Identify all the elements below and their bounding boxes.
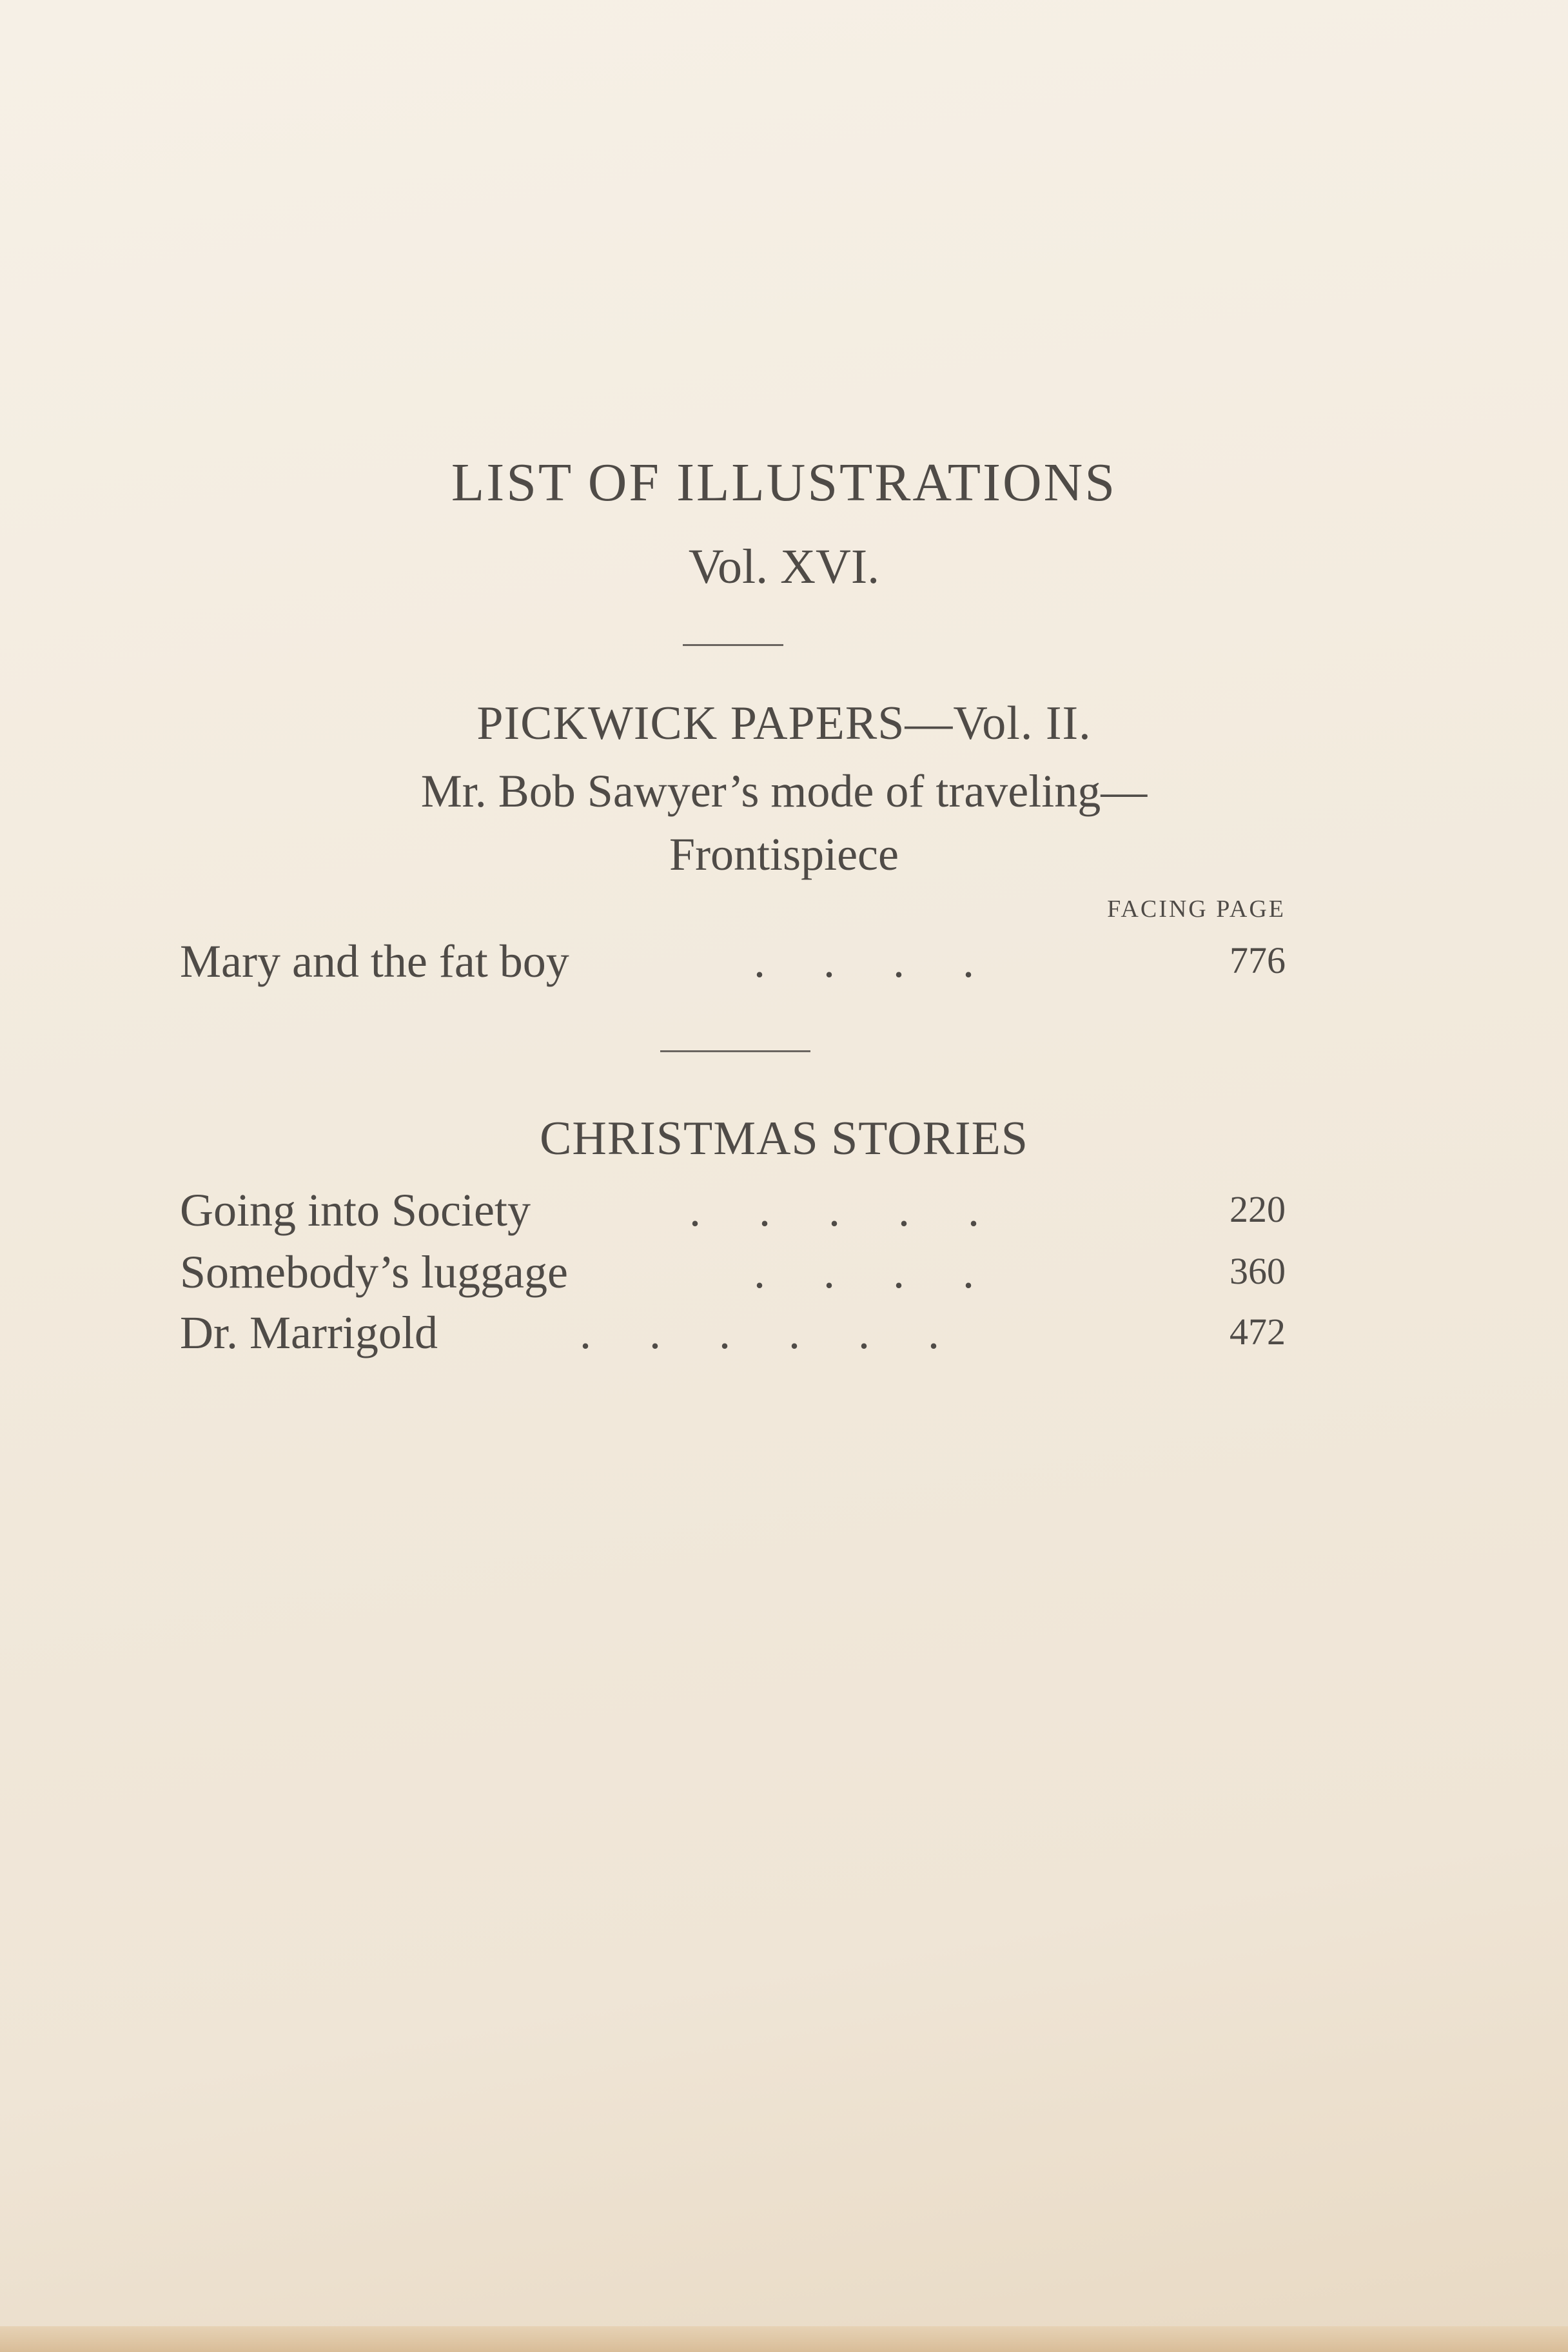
list-item (180, 1306, 1286, 1364)
dot-leader: . . . . (754, 1246, 974, 1298)
item-title: Dr. Marrigold (180, 1307, 438, 1358)
section-heading-pickwick: PICKWICK PAPERS—Vol. II. (476, 697, 1092, 750)
section-heading-christmas: CHRISTMAS STORIES (540, 1112, 1028, 1165)
dot-leader: . . . . . (689, 1184, 979, 1236)
frontispiece-caption: Mr. Bob Sawyer’s mode of traveling— (420, 765, 1148, 817)
divider (660, 1050, 810, 1052)
item-title: Somebody’s luggage (180, 1246, 568, 1298)
item-page: 776 (1230, 939, 1286, 981)
item-title: Going into Society (180, 1184, 531, 1236)
item-page: 360 (1230, 1250, 1286, 1292)
dot-leader: . . . . . . (580, 1307, 939, 1358)
list-item (180, 1246, 1286, 1304)
facing-page-label: FACING PAGE (1107, 896, 1286, 923)
frontispiece-label: Frontispiece (669, 828, 899, 880)
item-title: Mary and the fat boy (180, 936, 569, 987)
item-page: 220 (1230, 1188, 1286, 1230)
volume-label: Vol. XVI. (688, 540, 880, 594)
page-title: LIST OF ILLUSTRATIONS (451, 453, 1117, 513)
item-page: 472 (1230, 1311, 1286, 1353)
list-item (180, 935, 1286, 993)
page-edge (0, 2326, 1568, 2352)
divider (683, 644, 783, 646)
list-item (180, 1184, 1286, 1242)
dot-leader: . . . . (754, 936, 974, 987)
